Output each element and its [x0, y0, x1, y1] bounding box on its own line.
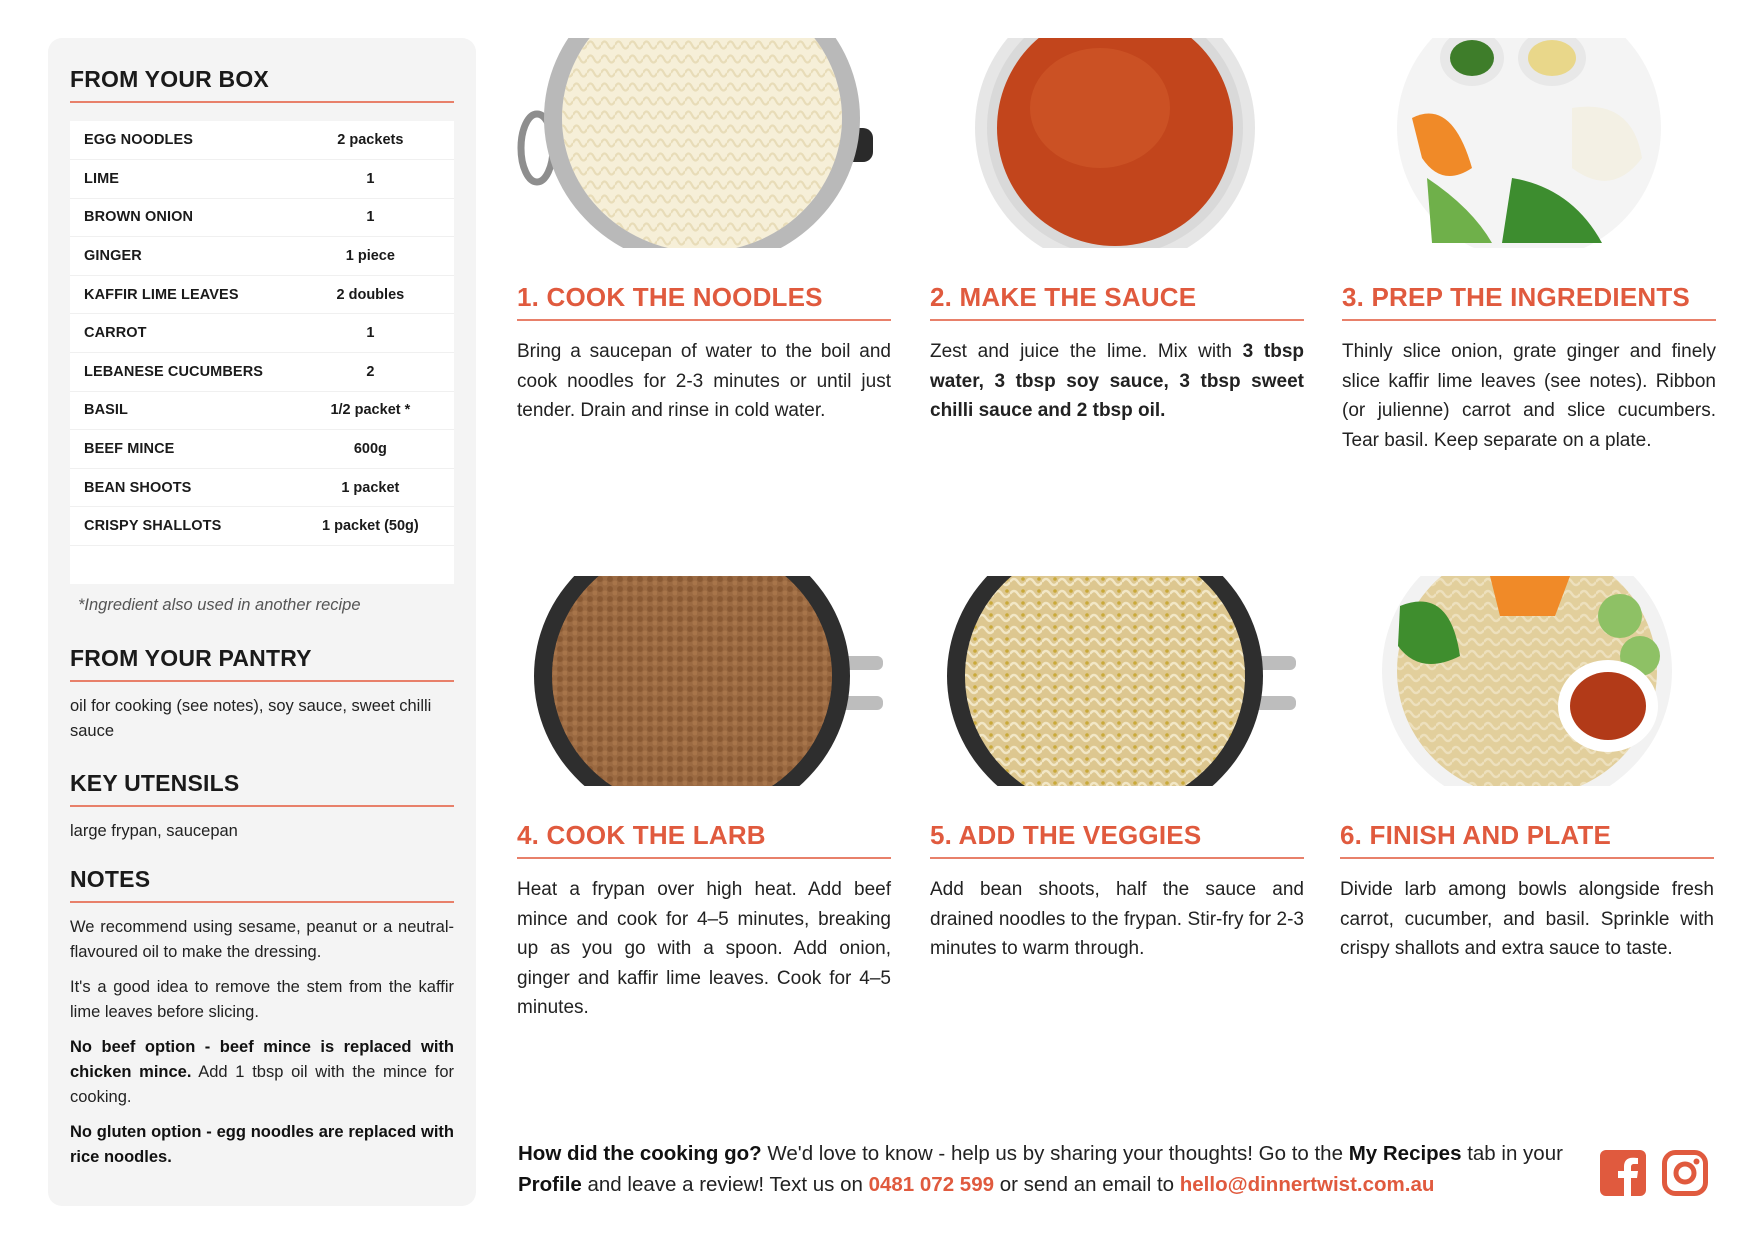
- ingredients-sidebar: [48, 38, 476, 1206]
- step-4-title: 4. COOK THE LARB: [517, 820, 891, 859]
- footer-text-3: and leave a review! Text us on: [581, 1173, 869, 1196]
- notes-section: [70, 866, 454, 1170]
- plated-bowl-illustration: [1340, 576, 1714, 786]
- ingredient-qty: 1: [293, 198, 454, 237]
- instagram-icon[interactable]: [1662, 1150, 1708, 1196]
- ingredient-name: BASIL: [70, 391, 293, 430]
- facebook-icon[interactable]: [1600, 1150, 1646, 1196]
- table-row-empty: [70, 546, 454, 584]
- ingredient-qty: 1/2 packet *: [293, 391, 454, 430]
- footer-question: How did the cooking go?: [518, 1142, 762, 1165]
- footer-text-2: tab in your: [1461, 1142, 1563, 1165]
- note-kaffir: It's a good idea to remove the stem from the kaffir lime leaves before slicing.: [70, 977, 454, 1021]
- larb-pan-illustration: [517, 576, 891, 786]
- ingredient-name: CARROT: [70, 314, 293, 353]
- ingredient-name: BEEF MINCE: [70, 430, 293, 469]
- phone-link[interactable]: 0481 072 599: [868, 1173, 994, 1196]
- noodles-pot-illustration: [517, 38, 891, 248]
- prep-plate-illustration: [1342, 38, 1716, 248]
- footnote: *Ingredient also used in another recipe: [78, 595, 361, 614]
- table-row: [70, 353, 454, 392]
- table-row: [70, 391, 454, 430]
- ingredient-name: LEBANESE CUCUMBERS: [70, 353, 293, 392]
- ingredient-name: LIME: [70, 160, 293, 199]
- utensils-heading: KEY UTENSILS: [70, 770, 454, 807]
- step-1: [517, 38, 891, 426]
- step-5: [930, 576, 1304, 964]
- step-6-text: Divide larb among bowls alongside fresh carrot, cucumber, and basil. Sprinkle with crispy shallots and extra sauce to taste.: [1340, 879, 1714, 959]
- social-links: [1600, 1150, 1708, 1196]
- step-2-text: [930, 337, 1304, 426]
- step-6-title: 6. FINISH AND PLATE: [1340, 820, 1714, 859]
- ingredient-name: GINGER: [70, 237, 293, 276]
- step-3-text: Thinly slice onion, grate ginger and finely slice kaffir lime leaves (see notes). Ribbon (or julienne) carrot and slice cucumbers. Tear basil. Keep separate on a plate.: [1342, 341, 1716, 451]
- step-3-title: 3. PREP THE INGREDIENTS: [1342, 282, 1716, 321]
- sauce-bowl-illustration: [930, 38, 1304, 248]
- note-no-beef-rest: Add 1 tbsp oil with the mince for cooking.: [70, 1062, 454, 1106]
- table-row: [70, 468, 454, 507]
- ingredient-name: EGG NOODLES: [70, 121, 293, 160]
- step-1-title: 1. COOK THE NOODLES: [517, 282, 891, 321]
- footer-text-4: or send an email to: [994, 1173, 1180, 1196]
- step-2-text-pre: Zest and juice the lime. Mix with: [930, 341, 1243, 362]
- ingredient-qty: 1 packet: [293, 468, 454, 507]
- prep-plate-photo: [1342, 38, 1716, 248]
- ingredient-qty: 1 packet (50g): [293, 507, 454, 546]
- note-no-beef-bold: No beef option - beef mince is replaced with chicken mince.: [70, 1037, 454, 1081]
- ingredient-qty: 2 packets: [293, 121, 454, 160]
- step-5-text: Add bean shoots, half the sauce and drained noodles to the frypan. Stir-fry for 2-3 minutes to warm through.: [930, 879, 1304, 959]
- ingredient-name: BROWN ONION: [70, 198, 293, 237]
- footer-text-1: We'd love to know - help us by sharing your thoughts! Go to the: [761, 1142, 1349, 1165]
- table-row: [70, 121, 454, 160]
- ingredient-name: KAFFIR LIME LEAVES: [70, 275, 293, 314]
- ingredient-qty: 1: [293, 160, 454, 199]
- step-6: [1340, 576, 1714, 964]
- step-2: [930, 38, 1304, 426]
- table-row: [70, 314, 454, 353]
- ingredient-qty: 1 piece: [293, 237, 454, 276]
- sauce-bowl-photo: [930, 38, 1304, 248]
- step-1-text: Bring a saucepan of water to the boil and cook noodles for 2-3 minutes or until just tender. Drain and rinse in cold water.: [517, 341, 891, 421]
- table-row: [70, 275, 454, 314]
- table-row: [70, 198, 454, 237]
- ingredient-name: CRISPY SHALLOTS: [70, 507, 293, 546]
- veggies-pan-illustration: [930, 576, 1304, 786]
- footer-profile: Profile: [518, 1173, 582, 1196]
- pantry-heading: FROM YOUR PANTRY: [70, 645, 454, 682]
- note-no-gluten: [70, 1120, 454, 1170]
- table-row: [70, 237, 454, 276]
- table-row: [70, 430, 454, 469]
- note-no-gluten-bold: No gluten option - egg noodles are replaced with rice noodles.: [70, 1122, 454, 1166]
- email-link[interactable]: hello@dinnertwist.com.au: [1179, 1173, 1435, 1196]
- veggies-pan-photo: [930, 576, 1304, 786]
- utensils-text: large frypan, saucepan: [70, 821, 238, 840]
- footer-my-recipes: My Recipes: [1348, 1142, 1462, 1165]
- step-2-text-bold: 3 tbsp water, 3 tbsp soy sauce, 3 tbsp sweet chilli sauce and 2 tbsp oil.: [930, 341, 1304, 421]
- step-5-title: 5. ADD THE VEGGIES: [930, 820, 1304, 859]
- note-no-beef: [70, 1035, 454, 1110]
- box-heading: FROM YOUR BOX: [70, 66, 454, 103]
- ingredients-table: [70, 121, 454, 584]
- larb-pan-photo: [517, 576, 891, 786]
- note-oil: We recommend using sesame, peanut or a neutral-flavoured oil to make the dressing.: [70, 917, 454, 961]
- ingredient-name: BEAN SHOOTS: [70, 468, 293, 507]
- ingredient-qty: 600g: [293, 430, 454, 469]
- ingredient-qty: 2: [293, 353, 454, 392]
- plated-bowl-photo: [1340, 576, 1714, 786]
- review-footer: [518, 1138, 1578, 1200]
- table-row: [70, 160, 454, 199]
- notes-heading: NOTES: [70, 866, 454, 903]
- step-4-text: Heat a frypan over high heat. Add beef mince and cook for 4–5 minutes, breaking up as you go with a spoon. Add onion, ginger and kaffir lime leaves. Cook for 4–5 minutes.: [517, 879, 891, 1018]
- step-2-title: 2. MAKE THE SAUCE: [930, 282, 1304, 321]
- ingredient-qty: 1: [293, 314, 454, 353]
- step-3: [1342, 38, 1716, 455]
- table-row: [70, 507, 454, 546]
- noodles-pot-photo: [517, 38, 891, 248]
- step-4: [517, 576, 891, 1023]
- pantry-text: oil for cooking (see notes), soy sauce, sweet chilli sauce: [70, 696, 432, 740]
- pantry-section: [70, 645, 454, 744]
- ingredient-qty: 2 doubles: [293, 275, 454, 314]
- utensils-section: [70, 770, 454, 844]
- empty-cell: [70, 546, 454, 584]
